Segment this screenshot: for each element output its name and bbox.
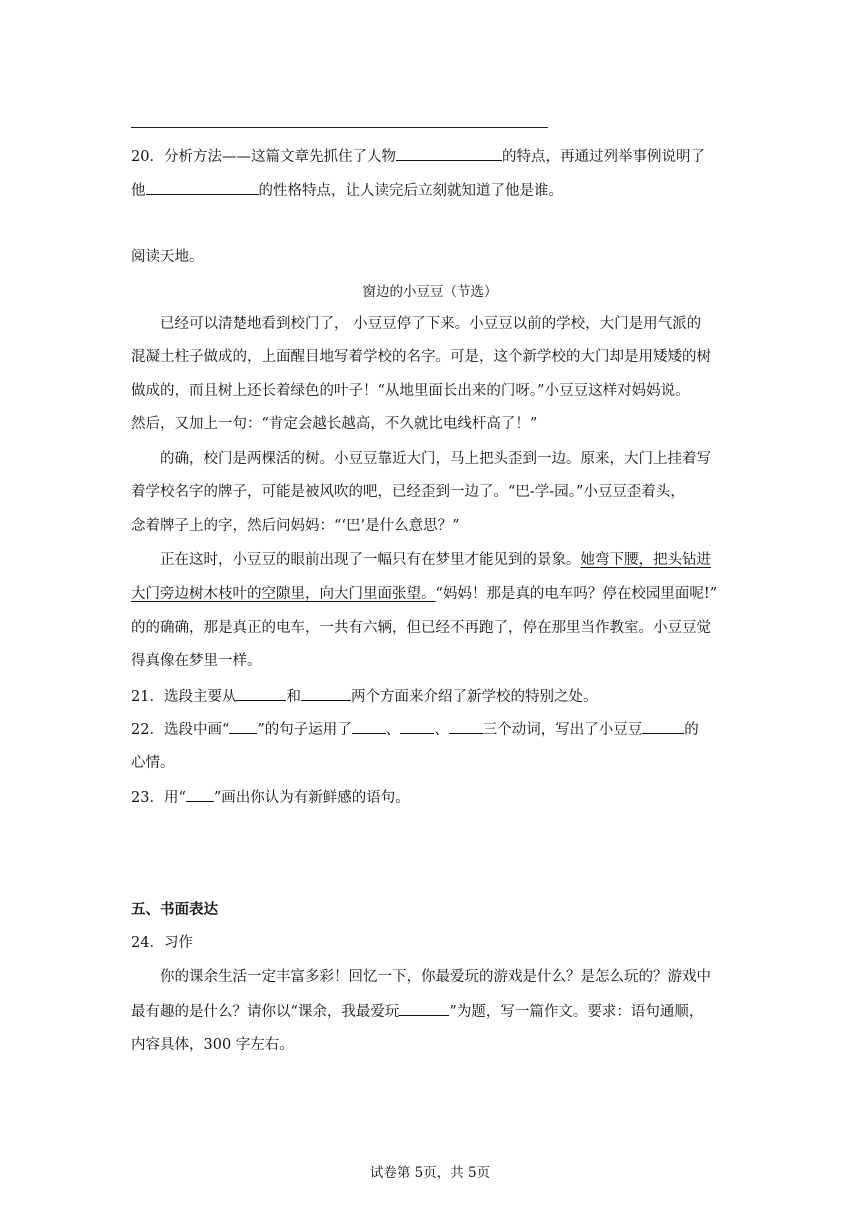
- passage-line: 正在这时，小豆豆的眼前出现了一幅只有在梦里才能见到的景象。她弯下腰，把头钻进: [160, 552, 711, 568]
- question-20-cont: 他 的性格特点，让人读完后立刻就知道了他是谁。: [131, 180, 563, 201]
- answer-line: [131, 127, 548, 128]
- passage-line: 念着牌子上的字，然后问妈妈：“‘巴’是什么意思？”: [131, 518, 460, 534]
- passage-line: 的的确确，那是真正的电车，一共有六辆，但已经不再跑了，停在那里当作教室。小豆豆觉: [131, 620, 711, 636]
- passage-line: 混凝土柱子做成的，上面醒目地写着学校的名字。可是，这个新学校的大门却是用矮矮的树: [131, 349, 711, 365]
- underline-sample: [186, 787, 214, 802]
- answer-blank[interactable]: [146, 180, 259, 195]
- answer-blank[interactable]: [396, 146, 502, 161]
- reading-section-heading: 阅读天地。: [131, 249, 204, 265]
- passage-line: 已经可以清楚地看到校门了， 小豆豆停了下来。小豆豆以前的学校，大门是用气派的: [160, 316, 702, 332]
- section-heading: 五、书面表达: [131, 901, 218, 918]
- answer-blank[interactable]: [236, 686, 286, 701]
- passage-line: 的确，校门是两棵活的树。小豆豆靠近大门，马上把头歪到一边。原来，大门上挂着写: [160, 451, 711, 467]
- passage-line: 做成的，而且树上还长着绿色的叶子！“从地里面长出来的门呀。”小豆豆这样对妈妈说。: [131, 383, 690, 399]
- question-24: 24．习作: [131, 935, 193, 951]
- question-22-cont: 心情。: [131, 755, 175, 771]
- passage-line: 大门旁边树木枝叶的空隙里，向大门里面张望。“妈妈！那是真的电车吗？停在校园里面呢!”: [131, 586, 718, 602]
- page-footer: 试卷第 5页，共 5页: [369, 1165, 491, 1181]
- underline-sample: [229, 719, 257, 734]
- underlined-sentence: 她弯下腰，把头钻进: [580, 552, 711, 568]
- question-22: 22．选段中画“ ”的句子运用了 、 、 三个动词，写出了小豆豆 的: [131, 719, 699, 740]
- answer-blank[interactable]: [642, 719, 684, 734]
- passage-line: 得真像在梦里一样。: [131, 653, 262, 669]
- prompt-line: 你的课余生活一定丰富多彩！回忆一下，你最爱玩的游戏是什么？是怎么玩的？游戏中: [160, 969, 711, 985]
- answer-blank[interactable]: [449, 719, 483, 734]
- question-21: 21．选段主要从 和 两个方面来介绍了新学校的特别之处。: [131, 686, 597, 707]
- prompt-line: 内容具体，300 字左右。: [131, 1037, 294, 1053]
- passage-title: 窗边的小豆豆（节选）: [362, 284, 498, 300]
- question-23: 23．用“ ”画出你认为有新鲜感的语句。: [131, 787, 410, 808]
- question-20: 20．分析方法——这篇文章先抓住了人物 的特点，再通过列举事例说明了: [131, 146, 705, 167]
- prompt-line: 最有趣的是什么？请你以“课余，我最爱玩 ”为题，写一篇作文。要求：语句通顺，: [131, 1001, 703, 1022]
- answer-blank[interactable]: [352, 719, 386, 734]
- underlined-sentence: 大门旁边树木枝叶的空隙里，向大门里面张望。: [131, 586, 436, 602]
- passage-line: 着学校名字的牌子，可能是被风吹的吧，已经歪到一边了。“巴-学-园。”小豆豆歪着头，: [131, 484, 685, 500]
- answer-blank[interactable]: [301, 686, 351, 701]
- passage-line: 然后，又加上一句：“肯定会越长越高，不久就比电线杆高了！”: [131, 416, 538, 432]
- answer-blank[interactable]: [399, 1001, 449, 1016]
- answer-blank[interactable]: [400, 719, 434, 734]
